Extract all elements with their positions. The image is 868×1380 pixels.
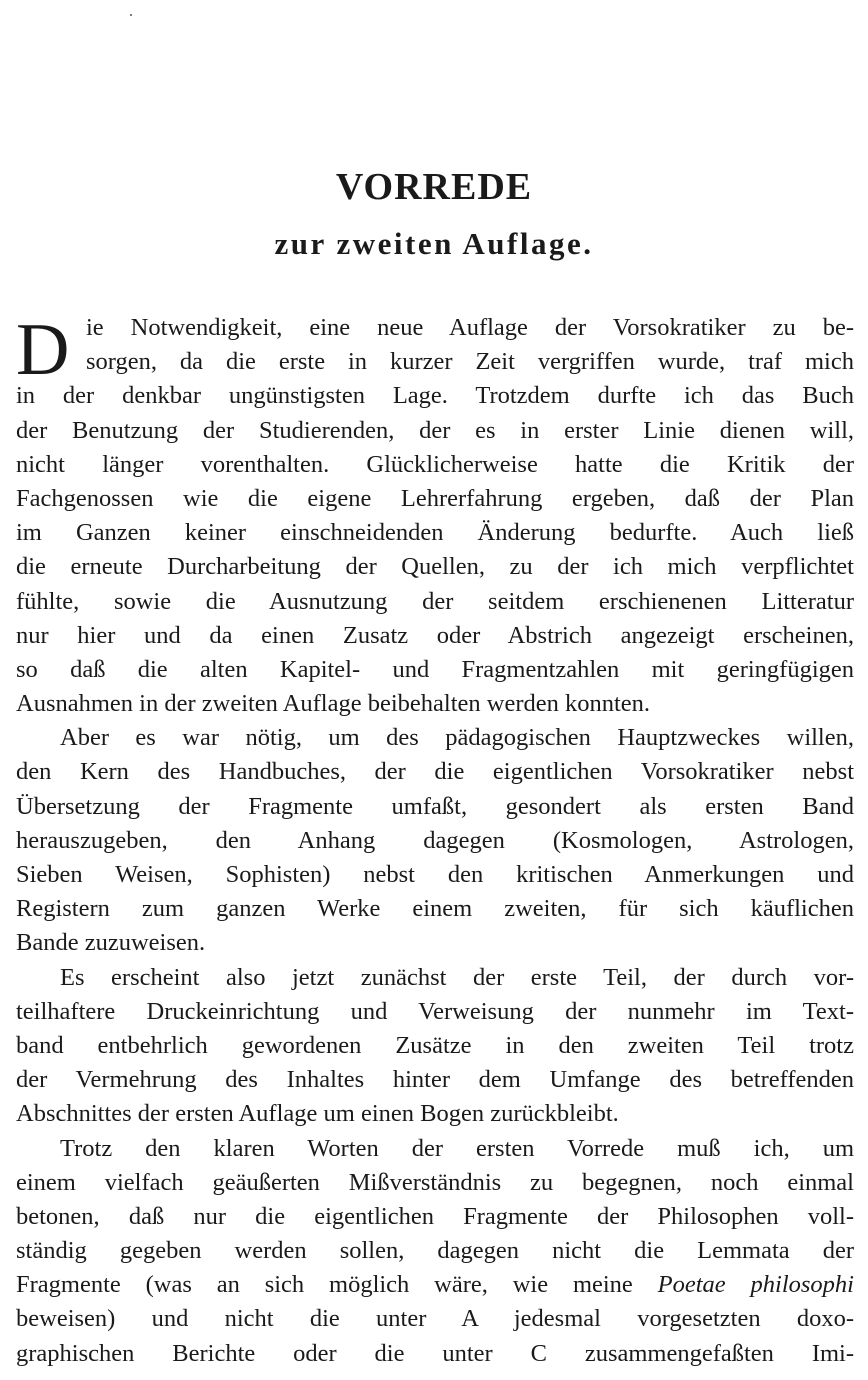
text-line: herauszugeben, den Anhang dagegen (Kosmologen, Astrologen,: [16, 826, 854, 854]
text-line: Sieben Weisen, Sophisten) nebst den kritischen Anmerkungen und: [16, 861, 854, 888]
text-line: Aber es war nötig, um des pädagogischen Hauptzweckes willen,: [60, 724, 854, 752]
text-line: einem vielfach geäußerten Mißverständnis zu begegnen, noch einmal: [16, 1168, 854, 1196]
text-line: Es erscheint also jetzt zunächst der erste Teil, der durch vor-: [60, 963, 854, 991]
text-line: Abschnittes der ersten Auflage um einen Bogen zurückbleibt.: [16, 1100, 619, 1128]
text-line: ständig gegeben werden sollen, dagegen nicht die Lemmata der: [16, 1237, 854, 1265]
text-line: Ausnahmen in der zweiten Auflage beibehalten werden konnten.: [16, 690, 651, 718]
text-line: den Kern des Handbuches, der die eigentlichen Vorsokratiker nebst: [16, 758, 854, 786]
book-title-italic: Poetae philosophi: [657, 1271, 854, 1299]
page-subtitle: zur zweiten Auflage.: [274, 226, 594, 261]
text-line: in der denkbar ungünstigsten Lage. Trotzdem durfte ich das Buch: [16, 382, 854, 410]
text-line: Fachgenossen wie die eigene Lehrerfahrung ergeben, daß der Plan: [16, 484, 854, 512]
text-line: fühlte, sowie die Ausnutzung der seitdem erschienenen Litteratur: [16, 587, 854, 615]
text-line: beweisen) und nicht die unter A jedesmal vorgesetzten doxo-: [16, 1305, 854, 1333]
text-line: ie Notwendigkeit, eine neue Auflage der Vorsokratiker zu be-: [86, 314, 854, 341]
text-line: betonen, daß nur die eigentlichen Fragmente der Philosophen voll-: [16, 1202, 854, 1230]
text-line: der Benutzung der Studierenden, der es in erster Linie dienen will,: [16, 416, 854, 444]
text-line: graphischen Berichte oder die unter C zusammengefaßten Imi-: [16, 1339, 854, 1367]
text-line: [16, 1268, 854, 1302]
text-line: band entbehrlich gewordenen Zusätze in den zweiten Teil trotz: [16, 1031, 854, 1059]
drop-cap: D: [16, 309, 70, 391]
text-line: Bande zuzuweisen.: [16, 929, 206, 957]
page-title: VORREDE: [335, 166, 533, 208]
text-line: sorgen, da die erste in kurzer Zeit vergriffen wurde, traf mich: [86, 348, 854, 376]
text-line: der Vermehrung des Inhaltes hinter dem Umfange des betreffenden: [16, 1066, 854, 1094]
text-line: teilhaftere Druckeinrichtung und Verweisung der nunmehr im Text-: [16, 997, 854, 1025]
text-line: Übersetzung der Fragmente umfaßt, gesondert als ersten Band: [16, 792, 854, 820]
text-line: nicht länger vorenthalten. Glücklicherweise hatte die Kritik der: [16, 450, 854, 478]
text-line: im Ganzen keiner einschneidenden Änderung bedurfte. Auch ließ: [16, 519, 854, 547]
preface-body: [16, 311, 854, 1371]
text-line: Trotz den klaren Worten der ersten Vorrede muß ich, um: [60, 1134, 854, 1162]
text-line: die erneute Durcharbeitung der Quellen, zu der ich mich verpflichtet: [16, 553, 854, 581]
text-line: so daß die alten Kapitel- und Fragmentzahlen mit geringfügigen: [16, 655, 854, 683]
text-line: Registern zum ganzen Werke einem zweiten, für sich käuflichen: [16, 895, 854, 923]
text-segment: Fragmente (was an sich möglich wäre, wie meine: [16, 1271, 658, 1299]
print-speck: [130, 14, 132, 16]
text-line: nur hier und da einen Zusatz oder Abstrich angezeigt erscheinen,: [16, 621, 854, 649]
